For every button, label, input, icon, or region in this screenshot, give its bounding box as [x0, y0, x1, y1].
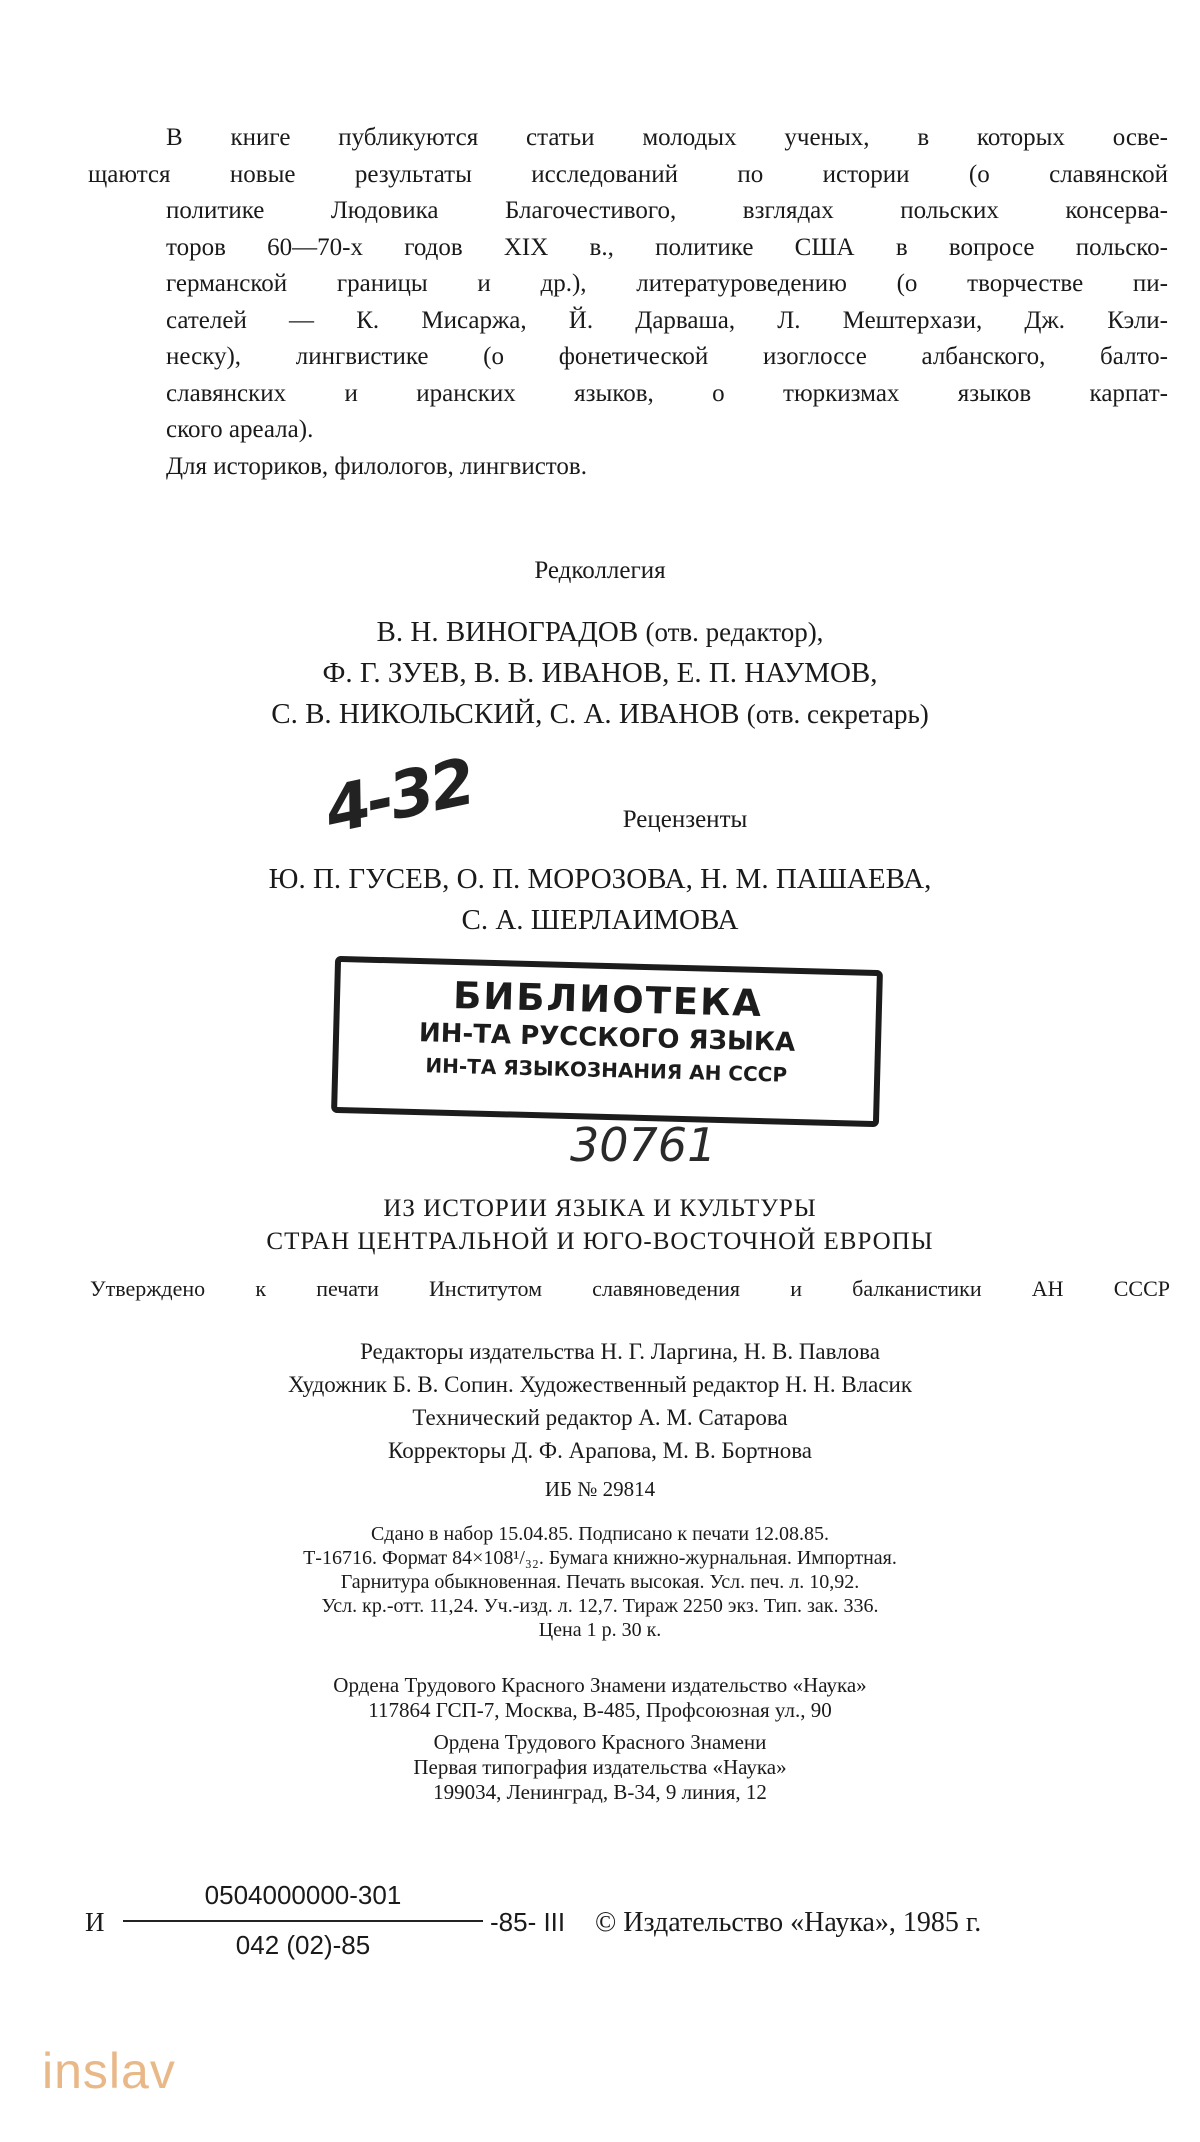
- annotation-line: неску), лингвистике (о фонетической изоглоссе албанского, балто-: [166, 343, 1168, 370]
- annotation-line: ского ареала).: [166, 416, 314, 443]
- editor-role: (отв. редактор),: [645, 617, 824, 647]
- secretary-role: (отв. секретарь): [746, 699, 929, 729]
- stamp-inventory-number: 30761: [570, 1118, 717, 1172]
- index-suffix: -85- III: [490, 1907, 566, 1937]
- book-title-line: СТРАН ЦЕНТРАЛЬНОЙ И ЮГО-ВОСТОЧНОЙ ЕВРОПЫ: [266, 1228, 934, 1255]
- fraction-bar: [123, 1920, 483, 1922]
- tech-line: Т-16716. Формат 84×108¹/₃₂. Бумага книжно-журнальная. Импортная.: [303, 1547, 897, 1569]
- book-title: [0, 1192, 1200, 1258]
- bottom-index-block: [75, 1878, 1175, 1958]
- index-denominator: 042 (02)-85: [235, 1930, 371, 1960]
- printer-info: [0, 1730, 1200, 1805]
- editorial-board-line: Ф. Г. ЗУЕВ, В. В. ИВАНОВ, Е. П. НАУМОВ,: [322, 657, 878, 689]
- credit-line: Редакторы издательства Н. Г. Ларгина, Н. В. Павлова: [360, 1339, 880, 1364]
- copyright: © Издательство «Наука», 1985 г.: [595, 1907, 982, 1938]
- annotation-line: щаются новые результаты исследований по истории (о славянской: [88, 160, 1168, 188]
- book-title-line: ИЗ ИСТОРИИ ЯЗЫКА И КУЛЬТУРЫ: [383, 1195, 817, 1222]
- annotation: [88, 120, 1168, 485]
- reviewers-line: Ю. П. ГУСЕВ, О. П. МОРОЗОВА, Н. М. ПАШАЕВА,: [268, 863, 932, 895]
- index-letter: И: [85, 1907, 105, 1937]
- annotation-line: славянских и иранских языков, о тюркизмах языков карпат-: [166, 379, 1168, 407]
- publisher-line: Ордена Трудового Красного Знамени издательство «Наука»: [333, 1673, 867, 1697]
- tech-line: Цена 1 р. 30 к.: [538, 1619, 662, 1641]
- stamp-line: ИН-ТА РУССКОГО ЯЗЫКА: [418, 1018, 796, 1058]
- editorial-board-line: [0, 694, 1200, 735]
- credit-line: Художник Б. В. Сопин. Художественный редактор Н. Н. Власик: [287, 1372, 913, 1397]
- editorial-board-line: [0, 612, 1200, 653]
- approval-line: Утверждено к печати Институтом славяноведения и балканистики АН СССР: [90, 1276, 1170, 1301]
- reviewers-line: С. А. ШЕРЛАИМОВА: [461, 904, 739, 936]
- annotation-line: торов 60—70-х годов XIX в., политике США в вопросе польско-: [166, 233, 1168, 261]
- technical-specs: [0, 1522, 1200, 1642]
- publisher-info: [0, 1673, 1200, 1723]
- stamp-line: БИБЛИОТЕКА: [452, 973, 764, 1026]
- publisher-line: 117864 ГСП-7, Москва, В-485, Профсоюзная ул., 90: [368, 1698, 832, 1722]
- reviewers-members: [0, 859, 1200, 941]
- library-stamp: [331, 956, 883, 1127]
- credit-line: Технический редактор А. М. Сатарова: [412, 1405, 788, 1430]
- annotation-line: политике Людовика Благочестивого, взглядах польских консерва-: [166, 197, 1168, 224]
- credit-line: Корректоры Д. Ф. Арапова, М. В. Бортнова: [388, 1438, 812, 1463]
- printer-line: 199034, Ленинград, В-34, 9 линия, 12: [433, 1780, 767, 1804]
- annotation-line: германской границы и др.), литературоведению (о творчестве пи-: [166, 270, 1168, 297]
- editor-in-chief: В. Н. ВИНОГРАДОВ: [376, 616, 639, 648]
- index-numerator: 0504000000-301: [204, 1880, 402, 1910]
- ib-number: ИБ № 29814: [544, 1477, 656, 1501]
- tech-line: Усл. кр.-отт. 11,24. Уч.-изд. л. 12,7. Тираж 2250 экз. Тип. зак. 336.: [321, 1595, 879, 1617]
- tech-line: Сдано в набор 15.04.85. Подписано к печати 12.08.85.: [370, 1523, 830, 1545]
- handwritten-mark: 4-32: [318, 745, 480, 849]
- printer-line: Ордена Трудового Красного Знамени: [433, 1730, 767, 1754]
- index-fraction: [123, 1878, 483, 1962]
- stamp-line: ИН-ТА ЯЗЫКОЗНАНИЯ АН СССР: [425, 1053, 788, 1087]
- annotation-paragraph-1: [88, 120, 1168, 449]
- reviewers-label: Рецензенты: [622, 806, 748, 833]
- annotation-line: сателей — К. Мисаржа, Й. Дарваша, Л. Мештерхази, Дж. Кэли-: [166, 306, 1168, 334]
- annotation-line: В книге публикуются статьи молодых ученых, в которых осве-: [166, 124, 1168, 151]
- watermark: inslav: [42, 2043, 176, 2099]
- tech-line: Гарнитура обыкновенная. Печать высокая. Усл. печ. л. 10,92.: [340, 1571, 860, 1593]
- credits: [0, 1335, 1200, 1467]
- editorial-board-label: Редколлегия: [534, 557, 666, 584]
- editorial-board-members: [0, 612, 1200, 735]
- annotation-paragraph-2: Для историков, филологов, лингвистов.: [166, 452, 587, 480]
- board-members: С. В. НИКОЛЬСКИЙ, С. А. ИВАНОВ: [271, 698, 740, 730]
- printer-line: Первая типография издательства «Наука»: [413, 1755, 787, 1779]
